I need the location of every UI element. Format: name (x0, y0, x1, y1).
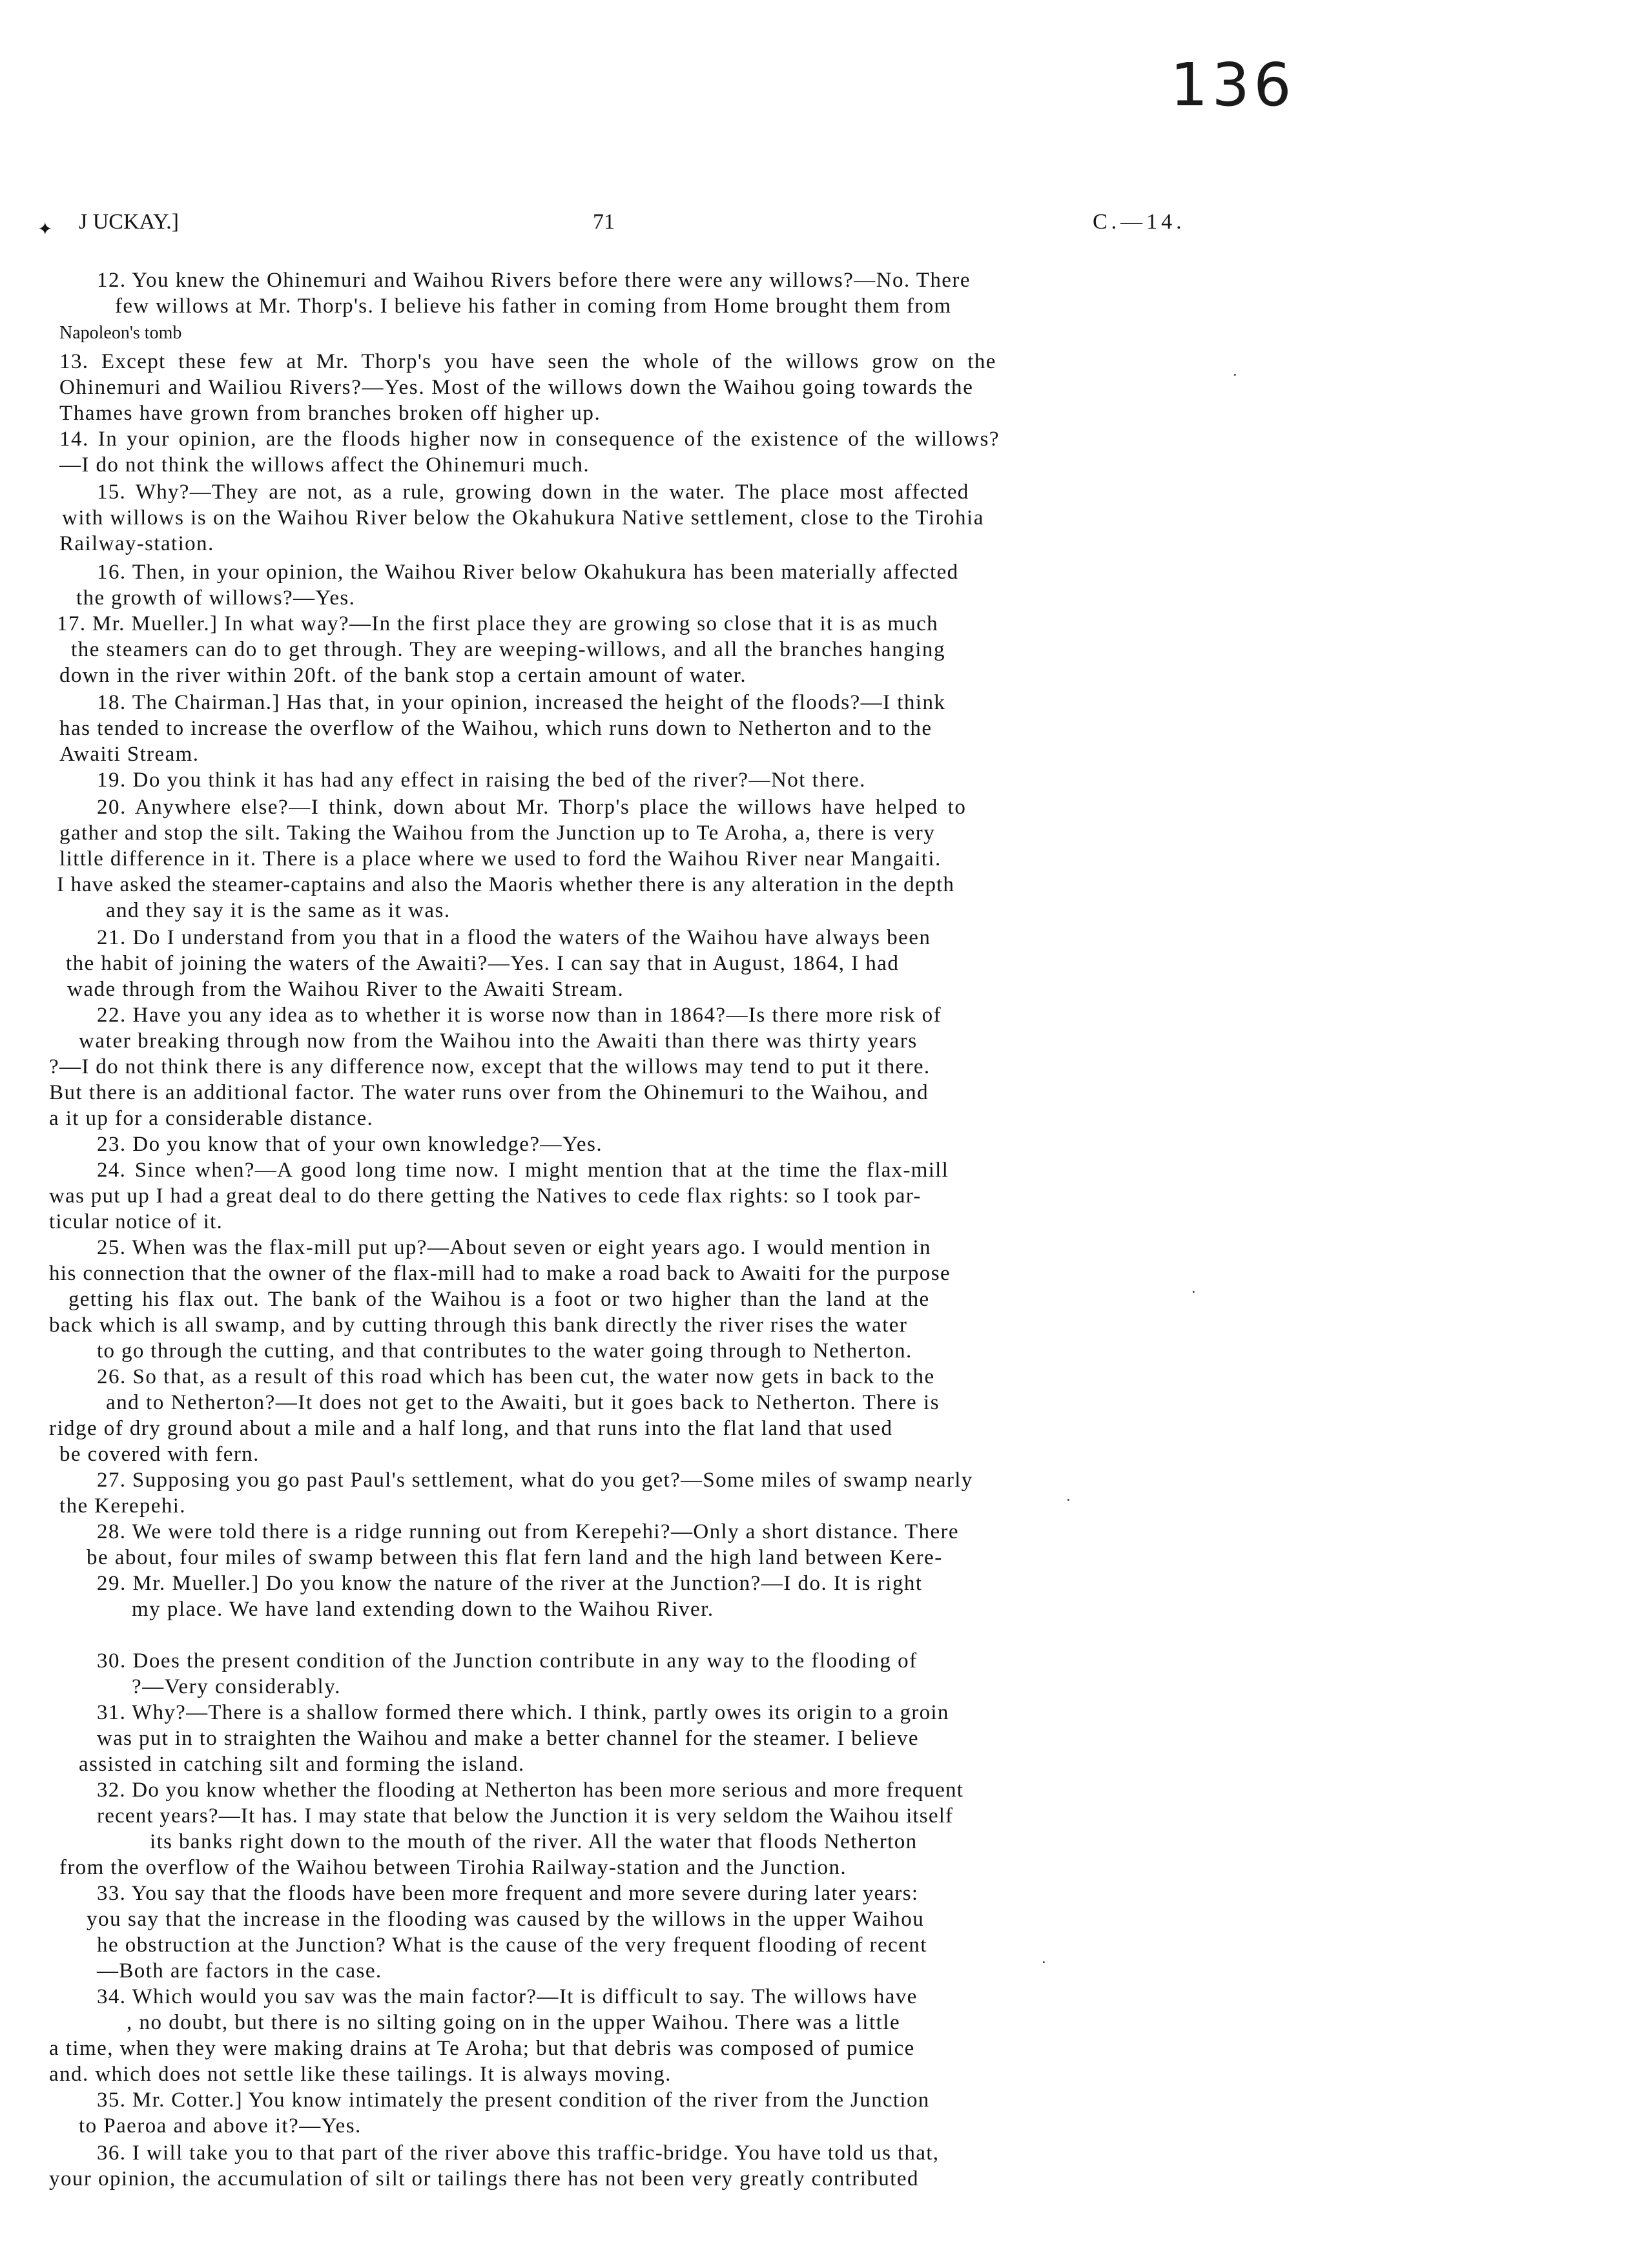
text-line: ticular notice of it. (49, 1210, 223, 1233)
text-line: 26. So that, as a result of this road which has been cut, the water now gets in back to the (97, 1365, 935, 1388)
text-line: my place. We have land extending down to the Waihou River. (132, 1598, 714, 1621)
margin-speck: · (1041, 1953, 1047, 1972)
text-line: ridge of dry ground about a mile and a half long, and that runs into the flat land that used (49, 1417, 893, 1440)
text-line: 12. You knew the Ohinemuri and Waihou Rivers before there were any willows?—No. There (97, 269, 971, 292)
text-line: 24. Since when?—A good long time now. I might mention that at the time the flax-mill (97, 1159, 949, 1182)
text-line: you say that the increase in the flooding was caused by the willows in the upper Waihou (87, 1908, 925, 1931)
text-line: was put in to straighten the Waihou and make a better channel for the steamer. I believe (97, 1727, 919, 1750)
text-line: the habit of joining the waters of the Awaiti?—Yes. I can say that in August, 1864, I had (66, 952, 900, 975)
text-line: 27. Supposing you go past Paul's settlement, what do you get?—Some miles of swamp nearly (97, 1469, 973, 1492)
text-line: recent years?—It has. I may state that below the Junction it is very seldom the Waihou itself (97, 1804, 954, 1828)
text-line: 18. The Chairman.] Has that, in your opinion, increased the height of the floods?—I think (97, 691, 946, 714)
text-line: 19. Do you think it has had any effect in raising the bed of the river?—Not there. (97, 768, 866, 792)
text-line: 15. Why?—They are not, as a rule, growing down in the water. The place most affected (97, 480, 969, 504)
text-line: gather and stop the silt. Taking the Waihou from the Junction up to Te Aroha, a, there is very (59, 821, 936, 845)
text-line: was put up I had a great deal to do there getting the Natives to cede flax rights: so I took par- (49, 1184, 922, 1208)
text-line: from the overflow of the Waihou between Tirohia Railway-station and the Junction. (59, 1856, 847, 1879)
text-line: 32. Do you know whether the flooding at Netherton has been more serious and more frequent (97, 1778, 964, 1802)
text-line: a time, when they were making drains at Te Aroha; but that debris was composed of pumice (49, 2037, 915, 2060)
text-line: back which is all swamp, and by cutting through this bank directly the river rises the water (49, 1314, 908, 1337)
text-line: 20. Anywhere else?—I think, down about Mr. Thorp's place the willows have helped to (97, 796, 967, 819)
text-line: 13. Except these few at Mr. Thorp's you have seen the whole of the willows grow on the (59, 350, 996, 373)
text-line: little difference in it. There is a place where we used to ford the Waihou River near Mangaiti. (59, 847, 942, 871)
text-line: 28. We were told there is a ridge running out from Kerepehi?—Only a short distance. There (97, 1520, 959, 1543)
header-left-name: J UCKAY.] (79, 210, 179, 234)
text-line: 14. In your opinion, are the floods higher now in consequence of the existence of the willows? (59, 428, 1000, 451)
text-line: his connection that the owner of the flax-mill had to make a road back to Awaiti for the purpose (49, 1262, 951, 1285)
text-line: 35. Mr. Cotter.] You know intimately the present condition of the river from the Junction (97, 2088, 930, 2112)
text-line: , no doubt, but there is no silting going on in the upper Waihou. There was a little (127, 2011, 901, 2034)
margin-speck: · (1232, 366, 1238, 384)
text-line: 30. Does the present condition of the Junction contribute in any way to the flooding of (97, 1649, 918, 1673)
margin-speck: · (1191, 1283, 1197, 1301)
text-line: Railway-station. (59, 532, 214, 555)
text-line: —I do not think the willows affect the Ohinemuri much. (59, 453, 590, 477)
text-line: water breaking through now from the Waihou into the Awaiti than there was thirty years (79, 1029, 918, 1053)
text-line: and they say it is the same as it was. (106, 899, 451, 922)
text-line: 31. Why?—There is a shallow formed there which. I think, partly owes its origin to a groin (97, 1701, 949, 1724)
text-line: 17. Mr. Mueller.] In what way?—In the first place they are growing so close that it is as much (57, 612, 938, 635)
text-line: its banks right down to the mouth of the river. All the water that floods Netherton (150, 1830, 918, 1853)
text-line: 29. Mr. Mueller.] Do you know the nature of the river at the Junction?—I do. It is right (97, 1572, 923, 1595)
text-line: ?—I do not think there is any difference now, except that the willows may tend to put it there. (49, 1055, 931, 1078)
text-line: —Both are factors in the case. (97, 1959, 382, 1983)
text-line: 22. Have you any idea as to whether it is worse now than in 1864?—Is there more risk of (97, 1004, 942, 1027)
text-line: getting his flax out. The bank of the Waihou is a foot or two higher than the land at the (68, 1288, 930, 1311)
text-line: 25. When was the flax-mill put up?—About seven or eight years ago. I would mention in (97, 1236, 931, 1259)
header-document-code: C.—14. (1093, 210, 1186, 234)
text-line: your opinion, the accumulation of silt or tailings there has not been very greatly contributed (49, 2167, 919, 2191)
text-line: with willows is on the Waihou River below the Okahukura Native settlement, close to the Tirohia (62, 506, 984, 530)
header-page-number: 71 (593, 210, 615, 234)
text-line: the growth of willows?—Yes. (76, 586, 356, 610)
header-ink-mark: ✦ (37, 220, 53, 240)
handwritten-page-number: 136 (1170, 50, 1295, 119)
text-line: 21. Do I understand from you that in a flood the waters of the Waihou have always been (97, 926, 931, 949)
text-line: he obstruction at the Junction? What is the cause of the very frequent flooding of recent (97, 1933, 927, 1957)
text-line: the steamers can do to get through. They are weeping-willows, and all the branches hanging (71, 638, 946, 661)
text-line: 36. I will take you to that part of the river above this traffic-bridge. You have told us that, (97, 2141, 940, 2165)
text-line: 23. Do you know that of your own knowledge?—Yes. (97, 1133, 603, 1156)
text-line: 33. You say that the floods have been more frequent and more severe during later years: (97, 1882, 919, 1905)
text-line: and to Netherton?—It does not get to the Awaiti, but it goes back to Netherton. There is (106, 1391, 940, 1414)
text-line: be about, four miles of swamp between this flat fern land and the high land between Kere- (87, 1546, 943, 1569)
text-line: wade through from the Waihou River to the Awaiti Stream. (67, 978, 624, 1001)
text-line: has tended to increase the overflow of the Waihou, which runs down to Netherton and to the (59, 717, 932, 740)
text-line: I have asked the steamer-captains and also the Maoris whether there is any alteration in the depth (57, 873, 954, 896)
text-line: ?—Very considerably. (132, 1675, 341, 1698)
text-line: few willows at Mr. Thorp's. I believe his father in coming from Home brought them from (115, 294, 952, 318)
text-line: Thames have grown from branches broken off higher up. (59, 402, 601, 425)
text-line: the Kerepehi. (59, 1494, 186, 1518)
text-line: to go through the cutting, and that contributes to the water going through to Netherton. (97, 1339, 912, 1363)
text-line: down in the river within 20ft. of the bank stop a certain amount of water. (59, 664, 747, 687)
text-line: and. which does not settle like these tailings. It is always moving. (49, 2063, 672, 2086)
text-line: assisted in catching silt and forming the island. (79, 1753, 525, 1776)
text-line: a it up for a considerable distance. (49, 1107, 374, 1130)
text-line: 16. Then, in your opinion, the Waihou River below Okahukura has been materially affected (97, 561, 959, 584)
text-line: to Paeroa and above it?—Yes. (79, 2114, 362, 2138)
margin-speck: · (1066, 1490, 1071, 1509)
text-line: But there is an additional factor. The water runs over from the Ohinemuri to the Waihou, and (49, 1081, 929, 1104)
text-line: Awaiti Stream. (59, 743, 200, 766)
text-line: 34. Which would you sav was the main factor?—It is difficult to say. The willows have (97, 1985, 918, 2008)
text-line: Ohinemuri and Wailiou Rivers?—Yes. Most of the willows down the Waihou going towards the (59, 376, 974, 399)
text-line: be covered with fern. (59, 1443, 260, 1466)
text-line: Napoleon's tomb (59, 323, 182, 343)
